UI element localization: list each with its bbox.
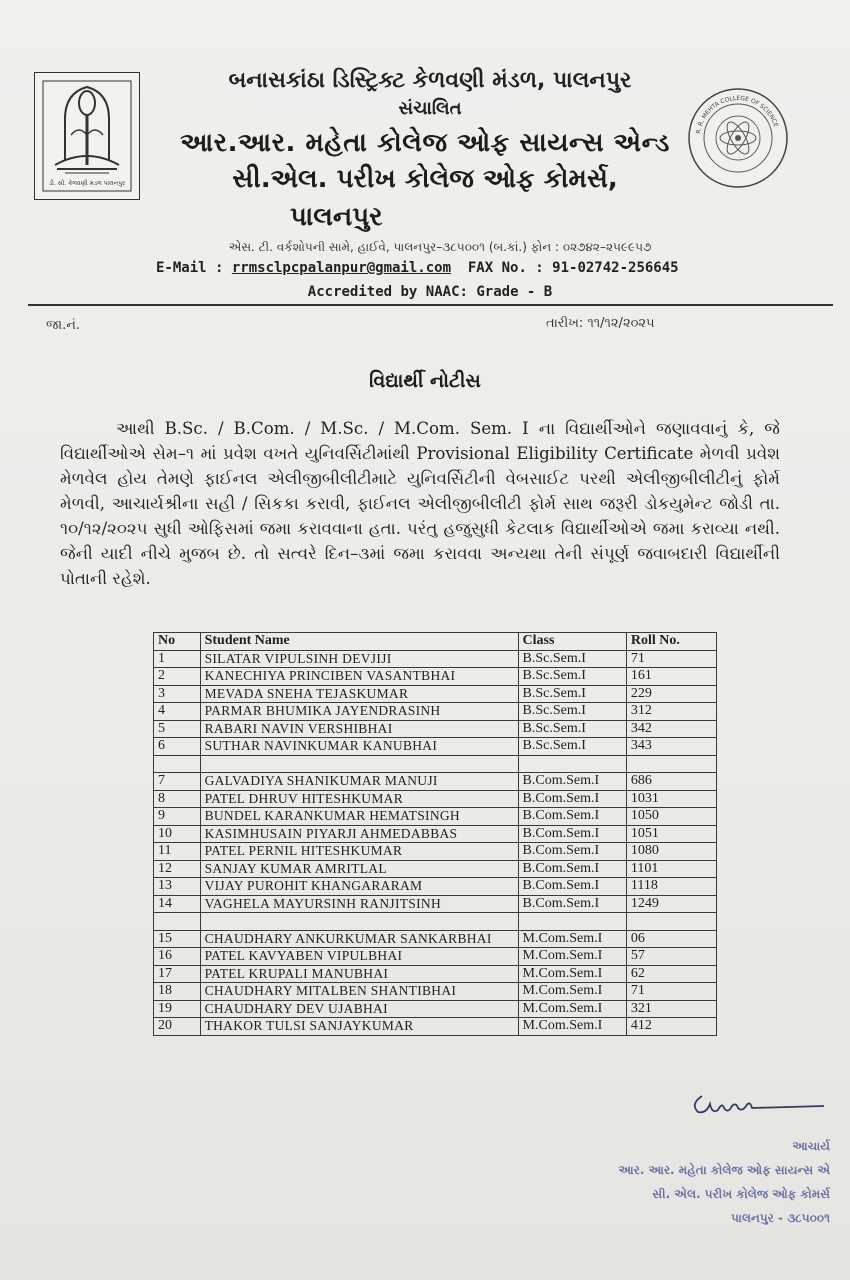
cell-roll-no: 71: [626, 983, 716, 1001]
cell-class: B.Com.Sem.I: [518, 860, 626, 878]
cell-no: 15: [154, 930, 201, 948]
cell-class: [518, 913, 626, 931]
cell-no: 14: [154, 895, 201, 913]
table-row: [154, 773, 717, 791]
run-by-label: સંચાલિત: [398, 98, 462, 119]
contact-line: [156, 260, 716, 276]
college-name-line2: સી.એલ. પરીખ કોલેજ ઓફ કોમર્સ,: [232, 164, 618, 194]
table-row: [154, 983, 717, 1001]
cell-student-name: PARMAR BHUMIKA JAYENDRASINH: [200, 703, 518, 721]
cell-no: 6: [154, 738, 201, 756]
college-city: પાલનપુર: [290, 202, 383, 232]
cell-class: M.Com.Sem.I: [518, 1000, 626, 1018]
cell-student-name: THAKOR TULSI SANJAYKUMAR: [200, 1018, 518, 1036]
cell-class: M.Com.Sem.I: [518, 983, 626, 1001]
table-row: [154, 895, 717, 913]
college-address: એસ. ટી. વર્કશોપની સામે, હાઈવે, પાલનપુર–૩૮૫૦૦૧ (બ.કાં.) ફોન : ૦૨૭૪૨–૨૫૯૯૫૭: [228, 240, 652, 254]
cell-roll-no: 71: [626, 650, 716, 668]
cell-student-name: [200, 913, 518, 931]
cell-class: B.Com.Sem.I: [518, 878, 626, 896]
cell-roll-no: 1051: [626, 825, 716, 843]
cell-no: 10: [154, 825, 201, 843]
cell-class: B.Sc.Sem.I: [518, 685, 626, 703]
college-seal-icon: [686, 86, 790, 190]
cell-student-name: RABARI NAVIN VERSHIBHAI: [200, 720, 518, 738]
table-row: [154, 860, 717, 878]
cell-student-name: KASIMHUSAIN PIYARJI AHMEDABBAS: [200, 825, 518, 843]
table-row: [154, 720, 717, 738]
cell-student-name: CHAUDHARY MITALBEN SHANTIBHAI: [200, 983, 518, 1001]
table-row: [154, 965, 717, 983]
trust-name: બનાસકાંઠા ડિસ્ટ્રિક્ટ કેળવણી મંડળ, પાલનપુર: [228, 68, 632, 93]
col-header-no: No: [154, 633, 201, 651]
cell-student-name: PATEL KRUPALI MANUBHAI: [200, 965, 518, 983]
table-row: [154, 948, 717, 966]
notice-body: આથી B.Sc. / B.Com. / M.Sc. / M.Com. Sem. I ના વિદ્યાર્થીઓને જણાવવાનું કે, જે વિદ્યાર્થીઓએ સેમ–૧ માં પ્રવેશ વખતે યુનિવર્સિટીમાંથી Provisional Eligibility Certificate મેળવી પ્રવેશ મેળવેલ હોય તેમણે ફાઈનલ એલીજીબીલીટીમાટે યુનિવર્સિટીની વેબસાઈટ પરથી એલીજીબીલીટીનું ફોર્મ મેળવી, આચાર્યશ્રીના સહી / સિકકા કરાવી, ફાઈનલ એલીજીબીલીટી ફોર્મ સાથ જરૂરી ડોકયુમેન્ટ જોડી તા. ૧૦/૧૨/૨૦૨૫ સુધી ઓફિસમાં જમા કરાવવાના હતા. પરંતુ હજુસુધી કેટલાક વિદ્યાર્થીઓએ જમા કરાવ્યા નથી. જેની યાદી નીચે મુજબ છે. તો સત્વરે દિન–૩માં જમા કરાવવા અન્યથા તેની સંપૂર્ણ જવાબદારી વિદ્યાર્થીની પોતાની રહેશે.: [60, 419, 780, 588]
cell-roll-no: 229: [626, 685, 716, 703]
notice-title: વિદ્યાર્થી નોટીસ: [369, 370, 481, 392]
cell-class: [518, 755, 626, 773]
stamp-title: આચાર્ય: [792, 1139, 830, 1153]
cell-no: 7: [154, 773, 201, 791]
trust-logo-left: [34, 72, 140, 200]
table-spacer-row: [154, 755, 717, 773]
cell-student-name: MEVADA SNEHA TEJASKUMAR: [200, 685, 518, 703]
stamp-college-line1: આર. આર. મહેતા કોલેજ ઓફ સાયન્સ એ: [618, 1163, 830, 1177]
cell-no: 12: [154, 860, 201, 878]
cell-student-name: KANECHIYA PRINCIBEN VASANTBHAI: [200, 668, 518, 686]
cell-student-name: SUTHAR NAVINKUMAR KANUBHAI: [200, 738, 518, 756]
cell-student-name: SILATAR VIPULSINH DEVJIJI: [200, 650, 518, 668]
cell-roll-no: 312: [626, 703, 716, 721]
cell-class: B.Sc.Sem.I: [518, 650, 626, 668]
cell-roll-no: 1080: [626, 843, 716, 861]
table-row: [154, 1018, 717, 1036]
cell-student-name: PATEL KAVYABEN VIPULBHAI: [200, 948, 518, 966]
cell-student-name: CHAUDHARY DEV UJABHAI: [200, 1000, 518, 1018]
cell-no: 8: [154, 790, 201, 808]
cell-class: B.Sc.Sem.I: [518, 720, 626, 738]
table-row: [154, 790, 717, 808]
principal-signature-icon: [686, 1084, 826, 1124]
cell-class: B.Sc.Sem.I: [518, 668, 626, 686]
cell-roll-no: 57: [626, 948, 716, 966]
cell-student-name: PATEL PERNIL HITESHKUMAR: [200, 843, 518, 861]
reference-number-label: જા.નં.: [46, 318, 81, 333]
principal-stamp: [600, 1134, 830, 1230]
cell-class: B.Com.Sem.I: [518, 773, 626, 791]
col-header-roll-no: Roll No.: [626, 633, 716, 651]
cell-no: 5: [154, 720, 201, 738]
cell-class: M.Com.Sem.I: [518, 1018, 626, 1036]
cell-no: 11: [154, 843, 201, 861]
cell-roll-no: 686: [626, 773, 716, 791]
email-label: E-Mail :: [156, 260, 232, 276]
cell-roll-no: [626, 755, 716, 773]
table-row: [154, 668, 717, 686]
cell-class: M.Com.Sem.I: [518, 965, 626, 983]
cell-no: 9: [154, 808, 201, 826]
table-row: [154, 703, 717, 721]
pending-students-table: [153, 632, 717, 1036]
email-link[interactable]: rrmsclpcpalanpur@gmail.com: [231, 260, 452, 276]
fax-number: FAX No. : 91-02742-256645: [467, 260, 679, 276]
cell-student-name: VAGHELA MAYURSINH RANJITSINH: [200, 895, 518, 913]
cell-student-name: GALVADIYA SHANIKUMAR MANUJI: [200, 773, 518, 791]
cell-class: B.Com.Sem.I: [518, 825, 626, 843]
naac-accreditation: Accredited by NAAC: Grade - B: [307, 284, 553, 300]
cell-roll-no: 62: [626, 965, 716, 983]
cell-class: B.Com.Sem.I: [518, 843, 626, 861]
col-header-class: Class: [518, 633, 626, 651]
cell-no: [154, 913, 201, 931]
col-header-student-name: Student Name: [200, 633, 518, 651]
college-seal-right: [686, 86, 790, 190]
cell-no: 4: [154, 703, 201, 721]
college-name-line1: આર.આર. મહેતા કોલેજ ઓફ સાયન્સ એન્ડ: [180, 128, 670, 158]
cell-no: 17: [154, 965, 201, 983]
cell-no: 2: [154, 668, 201, 686]
cell-student-name: PATEL DHRUV HITESHKUMAR: [200, 790, 518, 808]
table-row: [154, 825, 717, 843]
cell-class: B.Com.Sem.I: [518, 808, 626, 826]
table-row: [154, 930, 717, 948]
header-divider: [28, 304, 833, 306]
cell-roll-no: [626, 913, 716, 931]
cell-roll-no: 321: [626, 1000, 716, 1018]
cell-class: B.Sc.Sem.I: [518, 738, 626, 756]
table-row: [154, 650, 717, 668]
stamp-college-line2: સી. એલ. પરીખ કોલેજ ઓફ કોમર્સ: [652, 1187, 830, 1201]
cell-student-name: [200, 755, 518, 773]
cell-class: B.Com.Sem.I: [518, 895, 626, 913]
cell-no: 13: [154, 878, 201, 896]
lamp-emblem-icon: [35, 73, 139, 199]
stamp-city: પાલનપુર - ૩૮૫૦૦૧: [731, 1211, 830, 1225]
svg-text:R. R. MEHTA COLLEGE OF SCIENCE: R. R. MEHTA COLLEGE OF SCIENCE: [695, 94, 780, 135]
table-row: [154, 738, 717, 756]
cell-roll-no: 343: [626, 738, 716, 756]
table-row: [154, 685, 717, 703]
cell-class: B.Sc.Sem.I: [518, 703, 626, 721]
svg-text:ડી. સી. કેળવણી મંડળ પાલનપુર: ડી. સી. કેળવણી મંડળ પાલનપુર: [48, 180, 126, 187]
table-row: [154, 843, 717, 861]
cell-roll-no: 1249: [626, 895, 716, 913]
cell-no: 16: [154, 948, 201, 966]
cell-student-name: BUNDEL KARANKUMAR HEMATSINGH: [200, 808, 518, 826]
cell-roll-no: 342: [626, 720, 716, 738]
cell-roll-no: 1031: [626, 790, 716, 808]
table-spacer-row: [154, 913, 717, 931]
cell-class: B.Com.Sem.I: [518, 790, 626, 808]
cell-student-name: SANJAY KUMAR AMRITLAL: [200, 860, 518, 878]
table-row: [154, 808, 717, 826]
cell-no: 20: [154, 1018, 201, 1036]
cell-class: M.Com.Sem.I: [518, 930, 626, 948]
cell-roll-no: 161: [626, 668, 716, 686]
cell-no: 1: [154, 650, 201, 668]
cell-class: M.Com.Sem.I: [518, 948, 626, 966]
cell-roll-no: 412: [626, 1018, 716, 1036]
cell-roll-no: 1118: [626, 878, 716, 896]
notice-date: તારીખ: ૧૧/૧૨/૨૦૨૫: [546, 316, 655, 331]
cell-no: [154, 755, 201, 773]
table-header-row: [154, 633, 717, 651]
table-row: [154, 1000, 717, 1018]
cell-roll-no: 06: [626, 930, 716, 948]
cell-student-name: VIJAY PUROHIT KHANGARARAM: [200, 878, 518, 896]
cell-student-name: CHAUDHARY ANKURKUMAR SANKARBHAI: [200, 930, 518, 948]
cell-roll-no: 1050: [626, 808, 716, 826]
cell-no: 19: [154, 1000, 201, 1018]
cell-no: 3: [154, 685, 201, 703]
cell-no: 18: [154, 983, 201, 1001]
cell-roll-no: 1101: [626, 860, 716, 878]
table-row: [154, 878, 717, 896]
